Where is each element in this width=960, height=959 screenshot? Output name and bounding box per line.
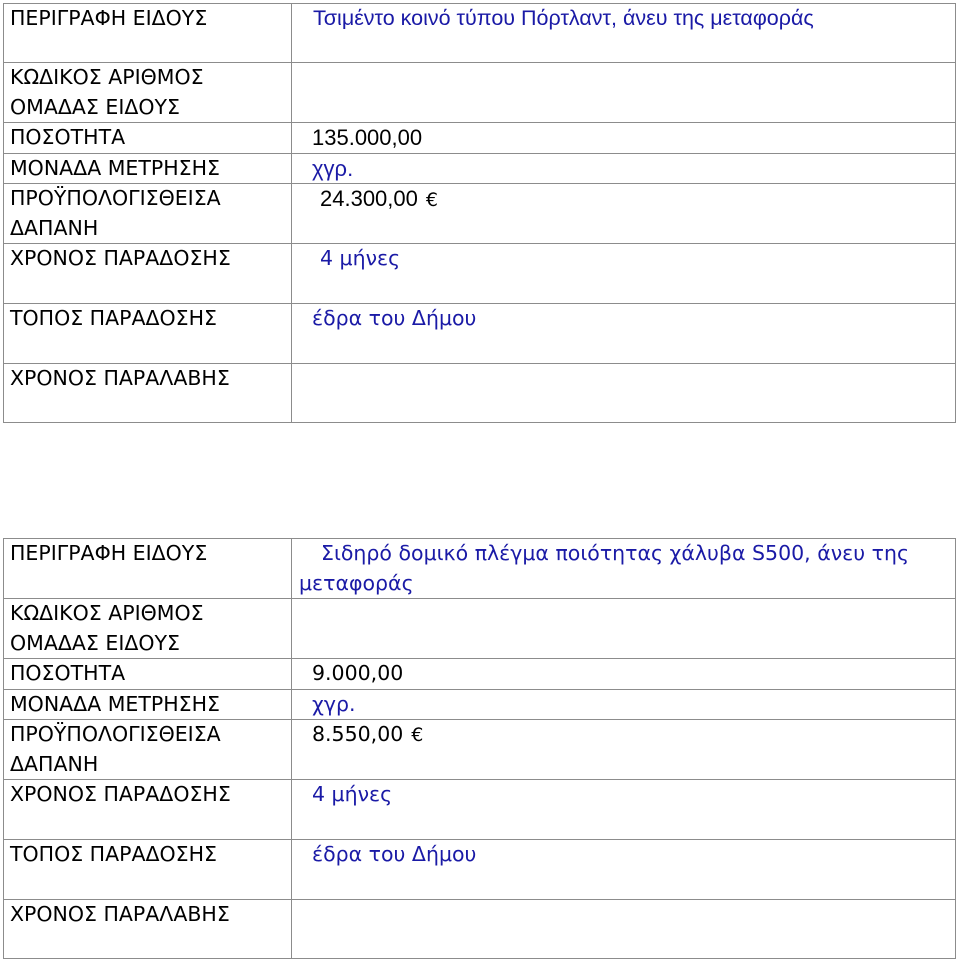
label-unit: ΜΟΝΑΔΑ ΜΕΤΡΗΣΗΣ [4,153,292,184]
label-description: ΠΕΡΙΓΡΑΦΗ ΕΙΔΟΥΣ [4,4,292,63]
value-delivery-time [292,780,956,840]
label-delivery-place: ΤΟΠΟΣ ΠΑΡΑΔΟΣΗΣ [4,840,292,900]
row-code [4,63,956,123]
value-receipt-time [292,900,956,959]
value-quantity [292,659,956,690]
label-budget: ΠΡΟΫΠΟΛΟΓΙΣΘΕΙΣΑ ΔΑΠΑΝΗ [4,184,292,244]
row-budget [4,720,956,780]
row-unit [4,153,956,184]
delivery-time-text: 4 μήνες [320,246,401,270]
euro-icon: € [425,189,438,211]
item-table-cement [3,3,956,423]
budget-text: 24.300,00 [320,186,418,211]
row-delivery-time [4,780,956,840]
description-text: Τσιμέντο κοινό τύπου Πόρτλαντ, άνευ της μεταφοράς [313,6,814,30]
budget-text: 8.550,00 [312,722,404,746]
value-unit [292,153,956,184]
value-description [292,539,956,599]
delivery-time-text: 4 μήνες [312,782,393,806]
label-receipt-time: ΧΡΟΝΟΣ ΠΑΡΑΛΑΒΗΣ [4,364,292,423]
label-receipt-time: ΧΡΟΝΟΣ ΠΑΡΑΛΑΒΗΣ [4,900,292,959]
label-unit: ΜΟΝΑΔΑ ΜΕΤΡΗΣΗΣ [4,689,292,720]
label-budget: ΠΡΟΫΠΟΛΟΓΙΣΘΕΙΣΑ ΔΑΠΑΝΗ [4,720,292,780]
row-description [4,539,956,599]
row-code [4,599,956,659]
value-unit [292,689,956,720]
label-code: ΚΩΔΙΚΟΣ ΑΡΙΘΜΟΣ ΟΜΑΔΑΣ ΕΙΔΟΥΣ [4,599,292,659]
row-quantity [4,659,956,690]
delivery-place-text: έδρα του Δήμου [312,306,477,330]
label-delivery-place: ΤΟΠΟΣ ΠΑΡΑΔΟΣΗΣ [4,304,292,364]
value-description [292,4,956,63]
delivery-place-text: έδρα του Δήμου [312,842,477,866]
label-code: ΚΩΔΙΚΟΣ ΑΡΙΘΜΟΣ ΟΜΑΔΑΣ ΕΙΔΟΥΣ [4,63,292,123]
value-code [292,63,956,123]
row-description [4,4,956,63]
label-quantity: ΠΟΣΟΤΗΤΑ [4,123,292,154]
value-delivery-place [292,304,956,364]
unit-text: χγρ. [312,155,354,181]
value-code [292,599,956,659]
row-quantity [4,123,956,154]
value-delivery-place [292,840,956,900]
description-text-line1: Σιδηρό δομικό πλέγμα ποιότητας χάλυβα S500, άνευ της [321,541,909,565]
value-budget [292,720,956,780]
quantity-text: 135.000,00 [312,125,423,150]
value-receipt-time [292,364,956,423]
label-quantity: ΠΟΣΟΤΗΤΑ [4,659,292,690]
label-delivery-time: ΧΡΟΝΟΣ ΠΑΡΑΔΟΣΗΣ [4,244,292,304]
quantity-text: 9.000,00 [312,661,404,685]
value-quantity [292,123,956,154]
row-budget [4,184,956,244]
unit-text: χγρ. [312,691,356,716]
row-receipt-time [4,364,956,423]
row-delivery-time [4,244,956,304]
value-delivery-time [292,244,956,304]
description-text-line2: μεταφοράς [299,570,414,595]
row-delivery-place [4,840,956,900]
label-description: ΠΕΡΙΓΡΑΦΗ ΕΙΔΟΥΣ [4,539,292,599]
euro-icon: € [411,724,424,746]
row-unit [4,689,956,720]
value-budget [292,184,956,244]
label-delivery-time: ΧΡΟΝΟΣ ΠΑΡΑΔΟΣΗΣ [4,780,292,840]
row-receipt-time [4,900,956,959]
row-delivery-place [4,304,956,364]
item-table-steel-mesh [3,538,956,959]
